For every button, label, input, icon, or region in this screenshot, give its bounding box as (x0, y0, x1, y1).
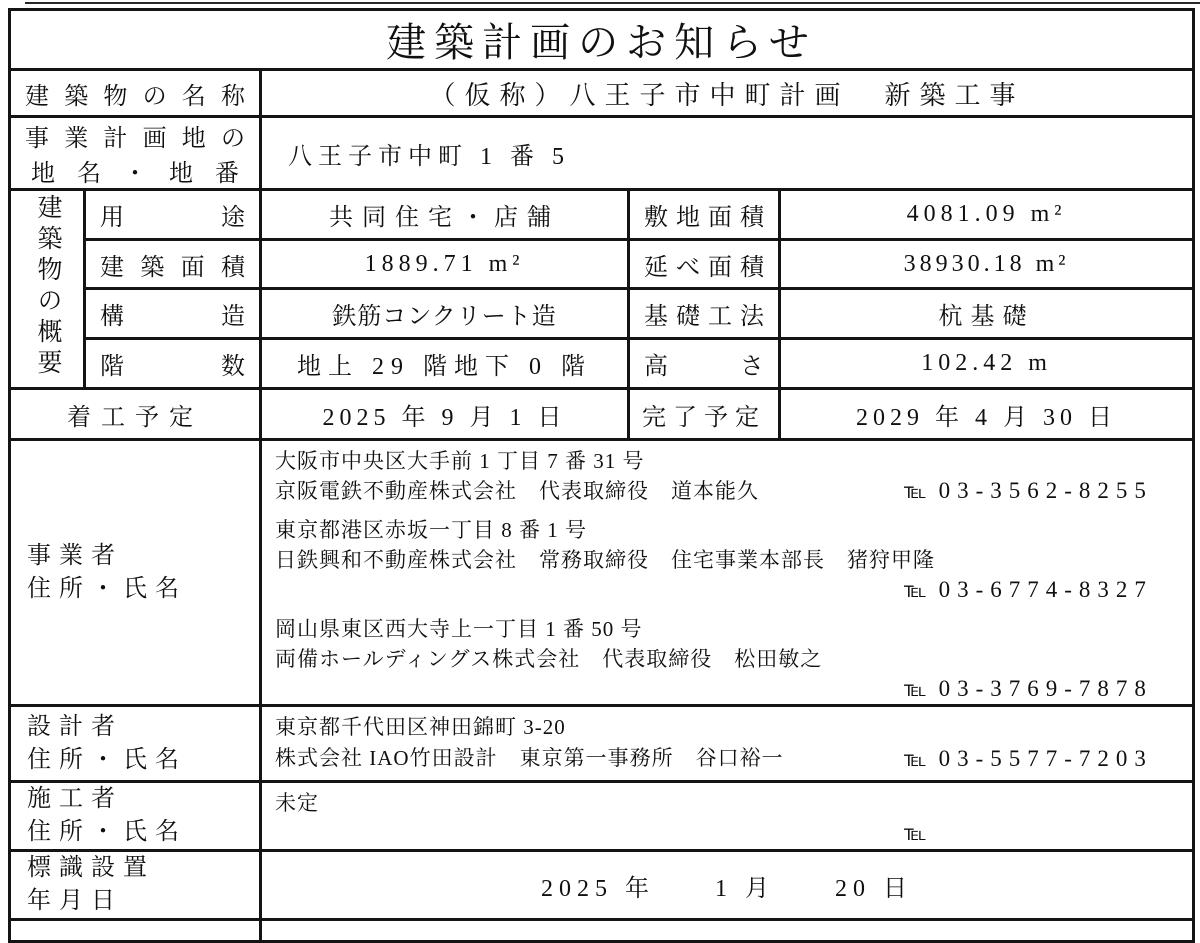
developer-1-tel (904, 476, 1153, 506)
stub-label-cell (10, 920, 261, 942)
contractor-value: 未定 (275, 791, 319, 815)
site-label-line2: 地名・地番 (31, 161, 239, 187)
tel-icon: ℡ (904, 747, 927, 771)
overview-side-cell (10, 190, 85, 389)
contractor-label (10, 782, 261, 851)
developer-2-name: 日鉄興和不動産株式会社 常務取締役 住宅事業本部長 猪狩甲隆 (275, 548, 935, 572)
developer-1-tel-number: 03-3562-8255 (938, 478, 1153, 503)
developer-label-line2: 住所・氏名 (27, 575, 187, 602)
building-area-label: 建築面積 (85, 240, 261, 289)
end-date-value: 2029 年 4 月 30 日 (780, 389, 1194, 440)
floor-area-value: 38930.18 m² (780, 240, 1194, 289)
designer-tel (904, 743, 1153, 775)
tel-icon: ℡ (904, 821, 927, 845)
floors-label: 階数 (85, 339, 261, 389)
site-label-line1: 事業計画地の (25, 126, 245, 152)
developer-3-address: 岡山県東区西大寺上一丁目 1 番 50 号 (275, 617, 643, 641)
contractor-label-line2: 住所・氏名 (27, 819, 187, 845)
site-value: 八王子市中町 1 番 5 (261, 117, 1194, 190)
sign-date-label-line1: 標識設置 (27, 855, 155, 881)
sign-date-value: 2025 年 1 月 20 日 (261, 851, 1194, 920)
height-label: 高さ (629, 339, 780, 389)
board-top-edge (25, 2, 1200, 4)
designer-address: 東京都千代田区神田錦町 3-20 (275, 715, 566, 739)
designer-label-line1: 設計者 (27, 713, 123, 740)
developer-2-tel-number: 03-6774-8327 (938, 577, 1153, 602)
start-date-value: 2025 年 9 月 1 日 (261, 389, 629, 440)
foundation-value: 杭基礎 (780, 289, 1194, 339)
structure-label: 構造 (85, 289, 261, 339)
sign-date-label (10, 851, 261, 920)
construction-notice-table (8, 8, 1195, 943)
foundation-label: 基礎工法 (629, 289, 780, 339)
floors-value: 地上 29 階地下 0 階 (261, 339, 629, 389)
developer-label-line1: 事業者 (27, 542, 123, 569)
usage-label: 用途 (85, 190, 261, 240)
start-date-label: 着工予定 (10, 389, 261, 440)
site-area-label: 敷地面積 (629, 190, 780, 240)
tel-icon: ℡ (904, 677, 927, 701)
developer-1-name: 京阪電鉄不動産株式会社 代表取締役 道本能久 (275, 479, 759, 503)
usage-value: 共同住宅・店舗 (261, 190, 629, 240)
developer-3-tel-number: 03-3769-7878 (938, 676, 1153, 701)
designer-label (10, 706, 261, 782)
building-name-value: （仮称）八王子市中町計画 新築工事 (261, 70, 1194, 117)
notice-title: 建築計画のお知らせ (10, 10, 1194, 70)
end-date-label: 完了予定 (629, 389, 780, 440)
developer-3-tel (904, 674, 1153, 704)
tel-icon: ℡ (904, 578, 927, 602)
contractor-label-line1: 施工者 (27, 786, 123, 812)
developer-2-address: 東京都港区赤坂一丁目 8 番 1 号 (275, 518, 587, 542)
developer-value-cell (261, 440, 1194, 706)
developer-3-name: 両備ホールディングス株式会社 代表取締役 松田敏之 (275, 647, 823, 671)
height-value: 102.42 m (780, 339, 1194, 389)
designer-name: 株式会社 IAO竹田設計 東京第一事務所 谷口裕一 (275, 746, 784, 770)
sign-date-label-line2: 年月日 (27, 888, 123, 914)
site-area-value: 4081.09 m² (780, 190, 1194, 240)
tel-icon: ℡ (904, 479, 927, 503)
building-area-value: 1889.71 m² (261, 240, 629, 289)
site-label (10, 117, 261, 190)
developer-label (10, 440, 261, 706)
designer-value-cell (261, 706, 1194, 782)
building-name-label: 建築物の名称 (10, 70, 261, 117)
contractor-value-cell (261, 782, 1194, 851)
developer-2-tel (904, 575, 1153, 605)
designer-label-line2: 住所・氏名 (27, 746, 187, 773)
structure-value: 鉄筋コンクリート造 (261, 289, 629, 339)
stub-value-cell (261, 920, 1194, 942)
overview-side-label: 建築物の概要 (34, 193, 61, 380)
floor-area-label: 延べ面積 (629, 240, 780, 289)
contractor-tel (904, 818, 939, 848)
developer-1-address: 大阪市中央区大手前 1 丁目 7 番 31 号 (275, 449, 645, 473)
designer-tel-number: 03-5577-7203 (938, 746, 1153, 771)
